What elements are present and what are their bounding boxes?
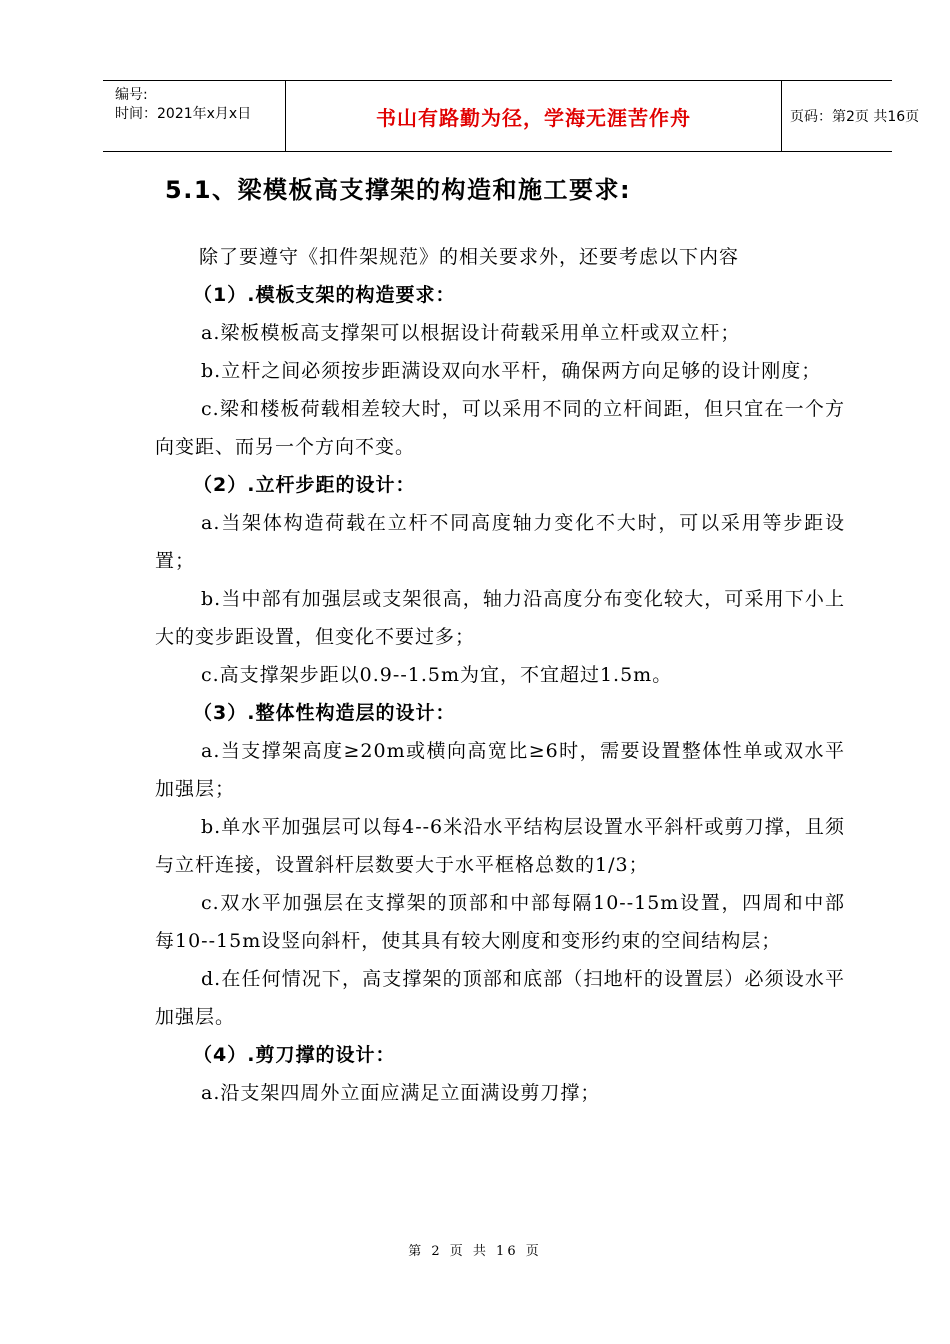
list-item: b.立杆之间必须按步距满设双向水平杆，确保两方向足够的设计刚度； bbox=[201, 360, 822, 382]
list-item: a.当支撑架高度≥20m或横向高宽比≥6时，需要设置整体性单或双水平加强层； bbox=[155, 740, 845, 800]
list-item: a.当架体构造荷载在立杆不同高度轴力变化不大时，可以采用等步距设置； bbox=[155, 512, 845, 572]
list-item: a.沿支架四周外立面应满足立面满设剪刀撑； bbox=[201, 1082, 601, 1104]
section-heading: 5.1、梁模板高支撑架的构造和施工要求: bbox=[165, 176, 632, 204]
list-item: c.高支撑架步距以0.9--1.5m为宜，不宜超过1.5m。 bbox=[201, 664, 673, 686]
document-date: 时间：2021年x月x日 bbox=[115, 106, 252, 122]
header-meta bbox=[103, 81, 283, 151]
list-item: c.梁和楼板荷载相差较大时，可以采用不同的立杆间距，但只宜在一个方向变距、而另一个方向不变。 bbox=[155, 398, 845, 458]
list-item: d.在任何情况下，高支撑架的顶部和底部（扫地杆的设置层）必须设水平加强层。 bbox=[155, 968, 845, 1028]
list-item: b.单水平加强层可以每4--6米沿水平结构层设置水平斜杆或剪刀撑，且须与立杆连接，设置斜杆层数要大于水平框格总数的1/3； bbox=[155, 816, 845, 876]
header-page-info: 页码：第2页 共16页 bbox=[790, 109, 920, 125]
list-item: a.梁板模板高支撑架可以根据设计荷载采用单立杆或双立杆； bbox=[201, 322, 741, 344]
document-number-label: 编号: bbox=[115, 87, 148, 103]
subsection-title-2: （2）.立杆步距的设计： bbox=[193, 474, 416, 496]
subsection-title-4: （4）.剪刀撑的设计： bbox=[193, 1044, 396, 1066]
document-body bbox=[155, 238, 845, 1112]
subsection-title-3: （3）.整体性构造层的设计： bbox=[193, 702, 456, 724]
header-page-cell bbox=[781, 81, 920, 151]
subsection-title-1: （1）.模板支架的构造要求： bbox=[193, 284, 456, 306]
intro-paragraph: 除了要遵守《扣件架规范》的相关要求外，还要考虑以下内容 bbox=[199, 246, 740, 268]
header-motto: 书山有路勤为径，学海无涯苦作舟 bbox=[376, 105, 691, 130]
list-item: c.双水平加强层在支撑架的顶部和中部每隔10--15m设置，四周和中部每10--15m设竖向斜杆，使其具有较大刚度和变形约束的空间结构层； bbox=[155, 892, 845, 952]
list-item: b.当中部有加强层或支架很高，轴力沿高度分布变化较大，可采用下小上大的变步距设置，但变化不要过多； bbox=[155, 588, 845, 648]
page-header bbox=[103, 80, 920, 152]
header-motto-cell bbox=[285, 81, 782, 151]
page-footer: 第 2 页 共 16 页 bbox=[408, 1244, 542, 1259]
